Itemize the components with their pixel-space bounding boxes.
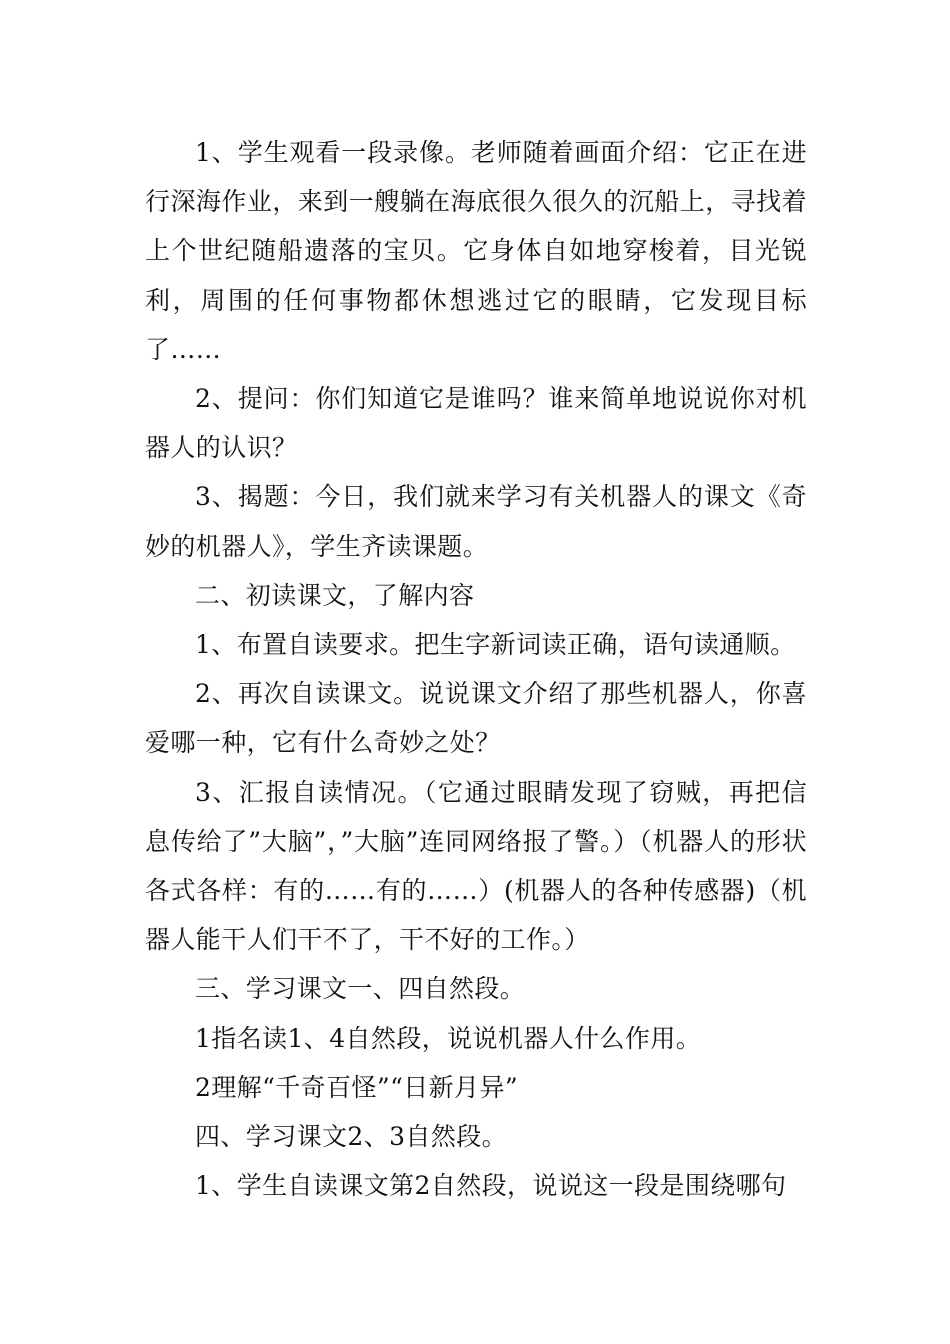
paragraph-6: 3、汇报自读情况。（它通过眼睛发现了窃贼，再把信息传给了”大脑”，”大脑”连同网络报了警。）（机器人的形状各式各样：有的……有的……）(机器人的各种传感器)（机器人能干人们干不了，干不好的工作。） xyxy=(145,777,807,955)
paragraph-1: 1、学生观看一段录像。老师随着画面介绍：它正在进行深海作业，来到一艘躺在海底很久很久的沉船上，寻找着上个世纪随船遗落的宝贝。它身体自如地穿梭着，目光锐利，周围的任何事物都休想逃过它的眼睛，它发现目标了…… xyxy=(145,138,807,364)
section-heading-4: 四、学习课文2、3自然段。 xyxy=(195,1122,508,1152)
paragraph-2: 2、提问：你们知道它是谁吗？谁来简单地说说你对机器人的认识？ xyxy=(145,384,807,463)
paragraph-5: 2、再次自读课文。说说课文介绍了那些机器人，你喜爱哪一种，它有什么奇妙之处？ xyxy=(145,679,807,758)
paragraph-9: 1、学生自读课文第2自然段，说说这一段是围绕哪句 xyxy=(195,1171,787,1201)
section-heading-2: 二、初读课文，了解内容 xyxy=(195,580,475,610)
document-page xyxy=(145,128,807,1210)
paragraph-3: 3、揭题：今日，我们就来学习有关机器人的课文《奇妙的机器人》，学生齐读课题。 xyxy=(145,482,807,561)
paragraph-4: 1、布置自读要求。把生字新词读正确，语句读通顺。 xyxy=(195,630,796,660)
paragraph-8: 2理解“千奇百怪”“日新月异” xyxy=(195,1072,519,1102)
section-heading-3: 三、学习课文一、四自然段。 xyxy=(195,974,526,1004)
paragraph-7: 1指名读1、4自然段，说说机器人什么作用。 xyxy=(195,1023,702,1053)
